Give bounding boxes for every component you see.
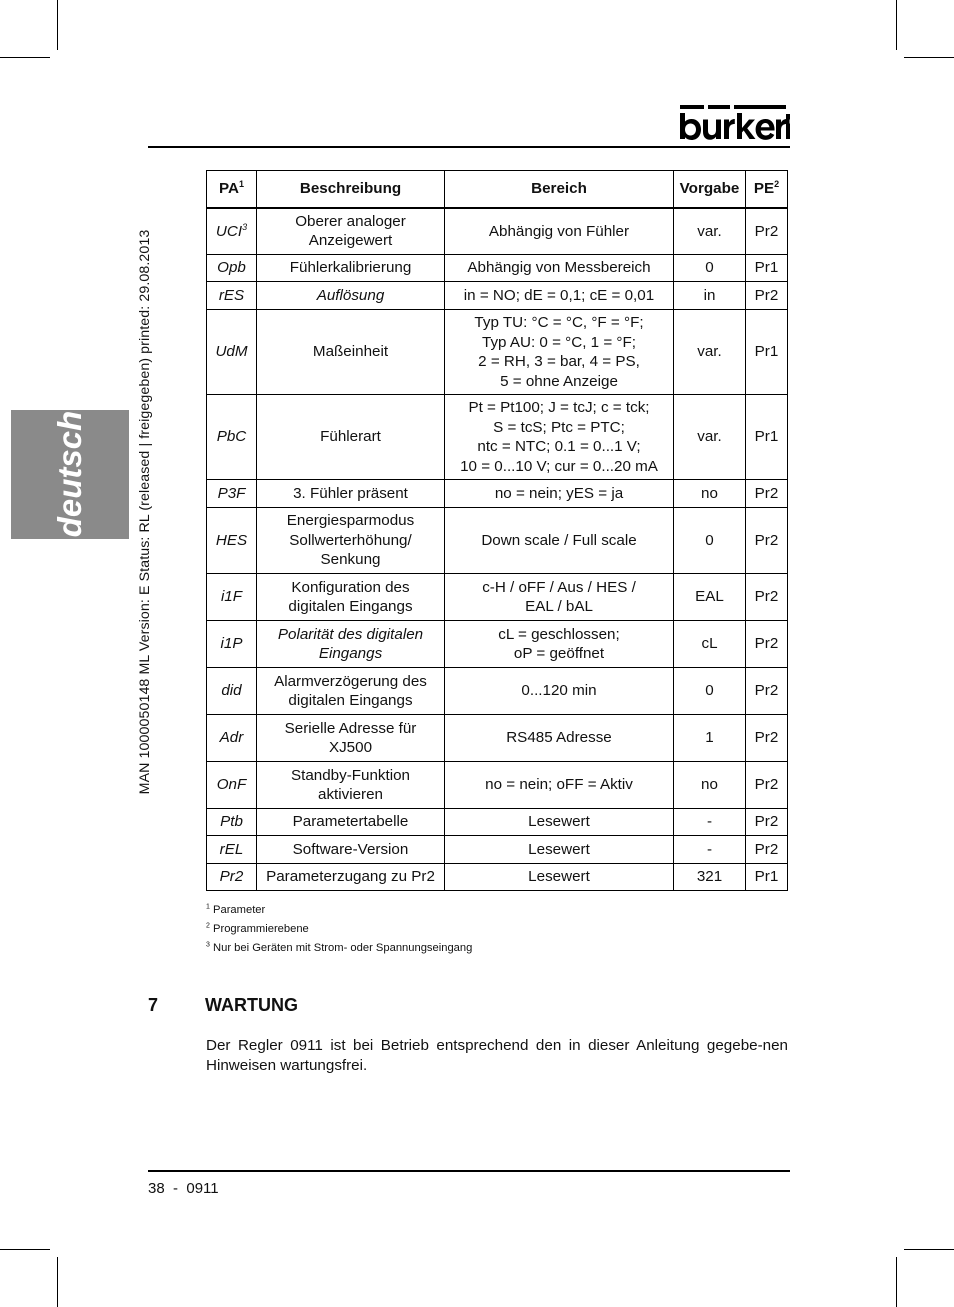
table-row bbox=[207, 508, 788, 574]
param-range: Down scale / Full scale bbox=[445, 508, 674, 574]
param-level: Pr2 bbox=[746, 282, 788, 310]
footnotes bbox=[206, 901, 472, 958]
table-row bbox=[207, 762, 788, 809]
table-row bbox=[207, 310, 788, 395]
param-level: Pr2 bbox=[746, 668, 788, 715]
document-meta: MAN 1000050148 ML Version: E Status: RL (released | freigegeben) printed: 29.08.2013 bbox=[137, 229, 153, 795]
param-code: UdM bbox=[207, 310, 257, 395]
param-default: no bbox=[674, 480, 746, 508]
param-level: Pr2 bbox=[746, 809, 788, 836]
param-level: Pr2 bbox=[746, 621, 788, 668]
param-range: no = nein; oFF = Aktiv bbox=[445, 762, 674, 809]
param-level: Pr2 bbox=[746, 574, 788, 621]
param-range: Abhängig von Messbereich bbox=[445, 255, 674, 282]
section-title: WARTUNG bbox=[205, 995, 298, 1015]
crop-mark bbox=[0, 1249, 50, 1250]
param-description: Parametertabelle bbox=[257, 809, 445, 836]
param-description: Standby-Funktion aktivieren bbox=[257, 762, 445, 809]
param-description: Serielle Adresse für XJ500 bbox=[257, 715, 445, 762]
param-description: Fühlerkalibrierung bbox=[257, 255, 445, 282]
param-default: 1 bbox=[674, 715, 746, 762]
param-default: 0 bbox=[674, 508, 746, 574]
header-rule bbox=[148, 146, 790, 148]
table-row bbox=[207, 864, 788, 891]
param-description: Software-Version bbox=[257, 836, 445, 864]
param-code: OnF bbox=[207, 762, 257, 809]
param-level: Pr2 bbox=[746, 208, 788, 255]
param-description: 3. Fühler präsent bbox=[257, 480, 445, 508]
header-vorgabe: Vorgabe bbox=[674, 171, 746, 208]
param-description: Energiesparmodus Sollwerterhöhung/ Senkung bbox=[257, 508, 445, 574]
param-description: Oberer analoger Anzeigewert bbox=[257, 208, 445, 255]
param-default: cL bbox=[674, 621, 746, 668]
param-level: Pr2 bbox=[746, 836, 788, 864]
table-header-row bbox=[207, 171, 788, 208]
param-default: EAL bbox=[674, 574, 746, 621]
header-beschreibung: Beschreibung bbox=[257, 171, 445, 208]
param-description: Maßeinheit bbox=[257, 310, 445, 395]
param-description: Auflösung bbox=[257, 282, 445, 310]
header-pa: $PA^1$ bbox=[207, 171, 257, 208]
param-range: RS485 Adresse bbox=[445, 715, 674, 762]
footnote: $^2$ Programmierebene bbox=[206, 922, 309, 935]
param-default: in bbox=[674, 282, 746, 310]
param-level: Pr1 bbox=[746, 864, 788, 891]
parameter-table bbox=[206, 170, 788, 891]
table-row bbox=[207, 809, 788, 836]
param-range: Lesewert bbox=[445, 809, 674, 836]
param-level: Pr2 bbox=[746, 480, 788, 508]
header-bereich: Bereich bbox=[445, 171, 674, 208]
param-range: Lesewert bbox=[445, 864, 674, 891]
param-range: cL = geschlossen; oP = geöffnet bbox=[445, 621, 674, 668]
param-range: in = NO; dE = 0,1; cE = 0,01 bbox=[445, 282, 674, 310]
param-code: rES bbox=[207, 282, 257, 310]
table-row bbox=[207, 282, 788, 310]
param-default: 0 bbox=[674, 668, 746, 715]
crop-mark bbox=[896, 0, 897, 50]
table-row bbox=[207, 715, 788, 762]
crop-mark bbox=[57, 0, 58, 50]
table-row bbox=[207, 395, 788, 480]
header-pe: $PE^2$ bbox=[746, 171, 788, 208]
param-level: Pr1 bbox=[746, 255, 788, 282]
section-number: 7 bbox=[148, 995, 159, 1015]
table-row bbox=[207, 208, 788, 255]
param-default: 321 bbox=[674, 864, 746, 891]
param-range: Pt = Pt100; J = tcJ; c = tck; S = tcS; Ptc = PTC; ntc = NTC; 0.1 = 0...1 V; 10 = 0...10 V; cur = 0...20 mA bbox=[445, 395, 674, 480]
param-default: - bbox=[674, 836, 746, 864]
param-description: Alarmverzögerung des digitalen Eingangs bbox=[257, 668, 445, 715]
table-row bbox=[207, 574, 788, 621]
page-number: 38 - 0911 bbox=[148, 1180, 219, 1197]
param-code: did bbox=[207, 668, 257, 715]
footnote: $^3$ Nur bei Geräten mit Strom- oder Spannungseingang bbox=[206, 941, 473, 954]
param-code: Adr bbox=[207, 715, 257, 762]
param-default: no bbox=[674, 762, 746, 809]
table-row bbox=[207, 255, 788, 282]
param-description: Polarität des digitalen Eingangs bbox=[257, 621, 445, 668]
param-code: i1P bbox=[207, 621, 257, 668]
param-description: Konfiguration des digitalen Eingangs bbox=[257, 574, 445, 621]
param-code: Opb bbox=[207, 255, 257, 282]
section-body: Der Regler 0911 ist bei Betrieb entsprechend den in dieser Anleitung gegebe-nen Hinweisen wartungsfrei. bbox=[206, 1037, 788, 1074]
param-description: Parameterzugang zu Pr2 bbox=[257, 864, 445, 891]
language-tab-label: deutsch bbox=[51, 410, 88, 538]
param-default: - bbox=[674, 809, 746, 836]
param-range: no = nein; yES = ja bbox=[445, 480, 674, 508]
param-level: Pr2 bbox=[746, 508, 788, 574]
table-row bbox=[207, 668, 788, 715]
crop-mark bbox=[0, 57, 50, 58]
param-code: Ptb bbox=[207, 809, 257, 836]
param-level: Pr1 bbox=[746, 395, 788, 480]
param-code: P3F bbox=[207, 480, 257, 508]
table-row bbox=[207, 621, 788, 668]
footer-rule bbox=[148, 1170, 790, 1172]
table-row bbox=[207, 480, 788, 508]
burkert-logo bbox=[676, 104, 790, 144]
crop-mark bbox=[57, 1257, 58, 1307]
param-level: Pr1 bbox=[746, 310, 788, 395]
param-default: var. bbox=[674, 208, 746, 255]
crop-mark bbox=[904, 1249, 954, 1250]
param-code: UCI$^3$ bbox=[207, 208, 257, 255]
crop-mark bbox=[896, 1257, 897, 1307]
param-level: Pr2 bbox=[746, 762, 788, 809]
param-range: Typ TU: °C = °C, °F = °F; Typ AU: 0 = °C, 1 = °F; 2 = RH, 3 = bar, 4 = PS, 5 = ohne Anzeige bbox=[445, 310, 674, 395]
param-range: Lesewert bbox=[445, 836, 674, 864]
param-default: var. bbox=[674, 310, 746, 395]
footnote: $^1$ Parameter bbox=[206, 903, 266, 916]
param-code: PbC bbox=[207, 395, 257, 480]
param-default: 0 bbox=[674, 255, 746, 282]
param-default: var. bbox=[674, 395, 746, 480]
param-code: i1F bbox=[207, 574, 257, 621]
param-code: rEL bbox=[207, 836, 257, 864]
param-range: Abhängig von Fühler bbox=[445, 208, 674, 255]
table-row bbox=[207, 836, 788, 864]
param-description: Fühlerart bbox=[257, 395, 445, 480]
param-range: c-H / oFF / Aus / HES / EAL / bAL bbox=[445, 574, 674, 621]
param-code: Pr2 bbox=[207, 864, 257, 891]
param-code: HES bbox=[207, 508, 257, 574]
param-range: 0...120 min bbox=[445, 668, 674, 715]
param-level: Pr2 bbox=[746, 715, 788, 762]
crop-mark bbox=[904, 57, 954, 58]
